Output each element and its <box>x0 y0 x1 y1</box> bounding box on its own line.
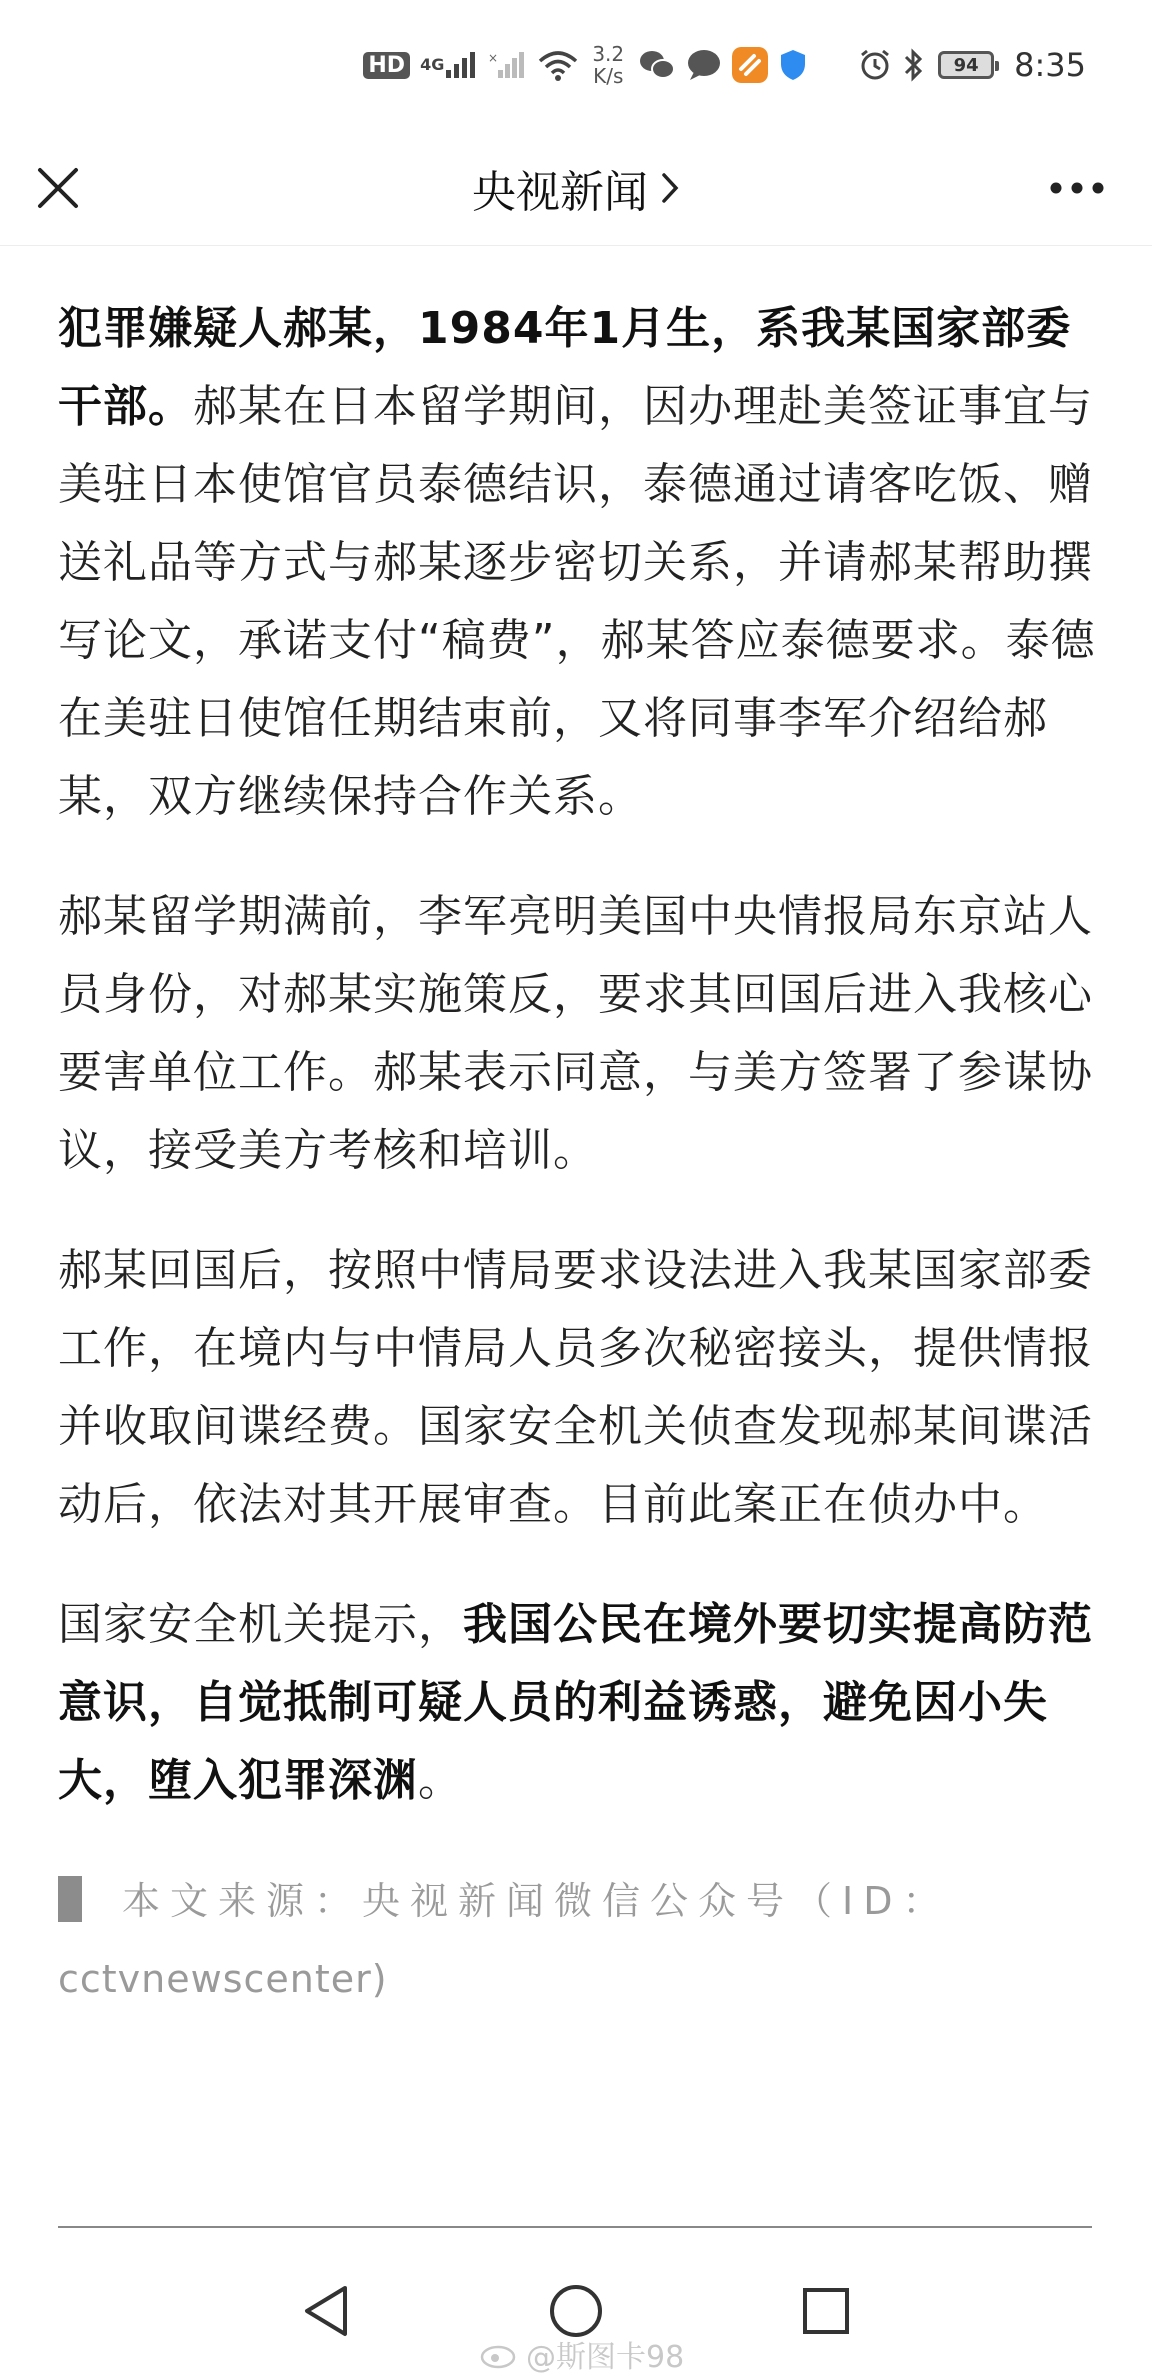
wifi-icon <box>538 49 578 81</box>
top-app-bar <box>0 130 1152 246</box>
battery-indicator: 94 <box>938 51 994 79</box>
paragraph-4 <box>58 1586 1098 1820</box>
paragraph-4-end: 。 <box>418 1755 463 1806</box>
recents-square-icon <box>801 2286 851 2336</box>
watermark-text: @斯图卡98 <box>526 2340 685 2375</box>
account-title-link[interactable] <box>0 130 1152 246</box>
back-triangle-icon <box>301 2284 351 2338</box>
app-notification-icon <box>732 47 768 83</box>
weibo-watermark <box>480 2332 684 2376</box>
paragraph-1-text: 郝某在日本留学期间，因办理赴美签证事宜与美驻日本使馆官员泰德结识，泰德通过请客吃饭、赠送礼品等方式与郝某逐步密切关系，并请郝某帮助撰写论文，承诺支付“稿费”，郝某答应泰德要求。泰德在美驻日使馆任期结束前，又将同事李军介绍给郝某，双方继续保持合作关系。 <box>58 381 1096 822</box>
source-marker <box>58 1876 82 1922</box>
message-icon <box>686 48 722 82</box>
clock-time: 8:35 <box>1014 46 1086 84</box>
network-type-label: 4G <box>420 55 445 74</box>
signal-icon <box>420 50 478 80</box>
weibo-logo-icon <box>480 2339 520 2369</box>
bluetooth-icon <box>902 48 924 82</box>
speed-unit: K/s <box>593 64 624 88</box>
page-title: 央视新闻 <box>472 167 648 218</box>
network-speed <box>592 43 624 87</box>
status-bar <box>0 0 1152 130</box>
no-signal-icon <box>488 50 528 80</box>
source-note <box>58 1862 1098 2018</box>
speed-value: 3.2 <box>592 42 625 66</box>
paragraph-4-bold: 我国公民在境外要切实提高防范意识，自觉抵制可疑人员的利益诱惑，避免因小失大，堕入犯罪深渊 <box>58 1599 1093 1806</box>
alarm-icon <box>858 48 892 82</box>
hd-badge: HD <box>363 52 410 79</box>
more-icon <box>1049 181 1105 195</box>
section-divider <box>58 2226 1092 2228</box>
source-label: 本文来源：央视新闻微信公众号（ID： <box>122 1879 951 1923</box>
shield-icon <box>778 48 808 82</box>
home-circle-icon <box>548 2283 604 2339</box>
recent-apps-button[interactable] <box>786 2271 866 2351</box>
paragraph-1-bold-lead: 犯罪嫌疑人郝某，1984年1月生，系我某国家部委干部。 <box>58 303 1072 432</box>
paragraph-3: 郝某回国后，按照中情局要求设法进入我某国家部委工作，在境内与中情局人员多次秘密接头，提供情报并收取间谍经费。国家安全机关侦查发现郝某间谍活动后，依法对其开展审查。目前此案正在侦办中。 <box>58 1245 1093 1530</box>
back-button[interactable] <box>286 2271 366 2351</box>
more-options-button[interactable] <box>1042 158 1112 218</box>
source-account-id: cctvnewscenter) <box>58 1957 388 2001</box>
paragraph-1 <box>58 290 1098 836</box>
article-body <box>58 290 1098 2018</box>
paragraph-4-lead: 国家安全机关提示， <box>58 1599 463 1650</box>
chevron-right-icon <box>660 171 680 205</box>
paragraph-2: 郝某留学期满前，李军亮明美国中央情报局东京站人员身份，对郝某实施策反，要求其回国后进入我核心要害单位工作。郝某表示同意，与美方签署了参谋协议，接受美方考核和培训。 <box>58 891 1093 1176</box>
wechat-icon <box>638 48 676 82</box>
svg-text:×: × <box>488 51 499 65</box>
